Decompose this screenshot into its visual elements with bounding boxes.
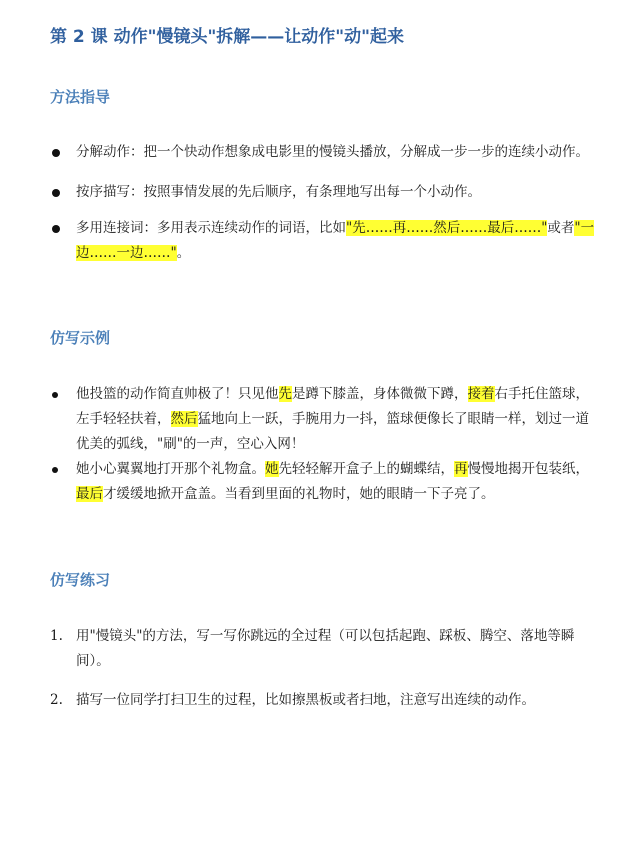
highlighted-connector: 再 — [454, 461, 468, 477]
method-item-decompose — [0, 140, 640, 165]
example-text: 右手托住篮球，左手轻轻扶着， — [76, 386, 589, 427]
method-list — [0, 140, 640, 266]
highlighted-connector: 最后 — [76, 486, 103, 502]
lesson-title: 第 2 课 动作"慢镜头"拆解——让动作"动"起来 — [50, 27, 405, 47]
practice-text: 描写一位同学打扫卫生的过程，比如擦黑板或者扫地，注意写出连续的动作。 — [76, 692, 535, 708]
example-text: 是蹲下膝盖，身体微微下蹲， — [292, 386, 468, 402]
example-item-basketball — [0, 382, 640, 457]
highlighted-connector: "一边……一边……" — [76, 220, 595, 261]
section-heading-method: 方法指导 — [50, 88, 111, 106]
method-item-text: 分解动作：把一个快动作想象成电影里的慢镜头播放，分解成一步一步的连续小动作。 — [76, 144, 589, 160]
highlighted-connector: 先 — [278, 386, 292, 402]
highlighted-connector: 接着 — [467, 386, 495, 402]
bullet-icon — [52, 149, 60, 157]
method-item-text: 按序描写：按照事情发展的先后顺序，有条理地写出每一个小动作。 — [76, 184, 481, 200]
practice-item-long-jump — [0, 624, 640, 674]
method-item-connectors — [0, 216, 640, 266]
item-number: 2. — [50, 692, 63, 708]
section-heading-practice: 仿写练习 — [50, 571, 111, 589]
bullet-icon — [52, 392, 58, 398]
practice-text: 用"慢镜头"的方法，写一写你跳远的全过程（可以包括起跑、踩板、腾空、落地等瞬间）。 — [76, 628, 575, 669]
highlighted-connector: 然后 — [170, 411, 198, 427]
method-item-text: 多用连接词：多用表示连续动作的词语，比如 — [76, 220, 346, 236]
method-item-text: 或者 — [547, 220, 575, 236]
section-heading-examples: 仿写示例 — [50, 329, 111, 347]
example-text: 慢慢地揭开包装纸， — [467, 461, 589, 477]
example-text: 她小心翼翼地打开那个礼物盒。 — [76, 461, 265, 477]
highlighted-connector: "先……再……然后……最后……" — [346, 220, 548, 236]
practice-list — [0, 624, 640, 713]
method-item-order — [0, 180, 640, 205]
examples-list — [0, 382, 640, 507]
example-item-gift-box — [0, 457, 640, 507]
bullet-icon — [52, 189, 60, 197]
method-item-text: 。 — [176, 245, 191, 261]
bullet-icon — [52, 467, 58, 473]
practice-item-cleaning — [0, 688, 640, 713]
example-text: 他投篮的动作简直帅极了！只见他 — [76, 386, 279, 402]
highlighted-connector: 她 — [265, 461, 279, 477]
example-text: 先轻轻解开盒子上的蝴蝶结， — [278, 461, 454, 477]
item-number: 1. — [50, 628, 63, 644]
example-text: 猛地向上一跃，手腕用力一抖，篮球便像长了眼睛一样，划过一道优美的弧线，"刷"的一声，空心入网！ — [76, 411, 589, 452]
example-text: 才缓缓地掀开盒盖。当看到里面的礼物时，她的眼睛一下子亮了。 — [103, 486, 495, 502]
bullet-icon — [52, 225, 60, 233]
